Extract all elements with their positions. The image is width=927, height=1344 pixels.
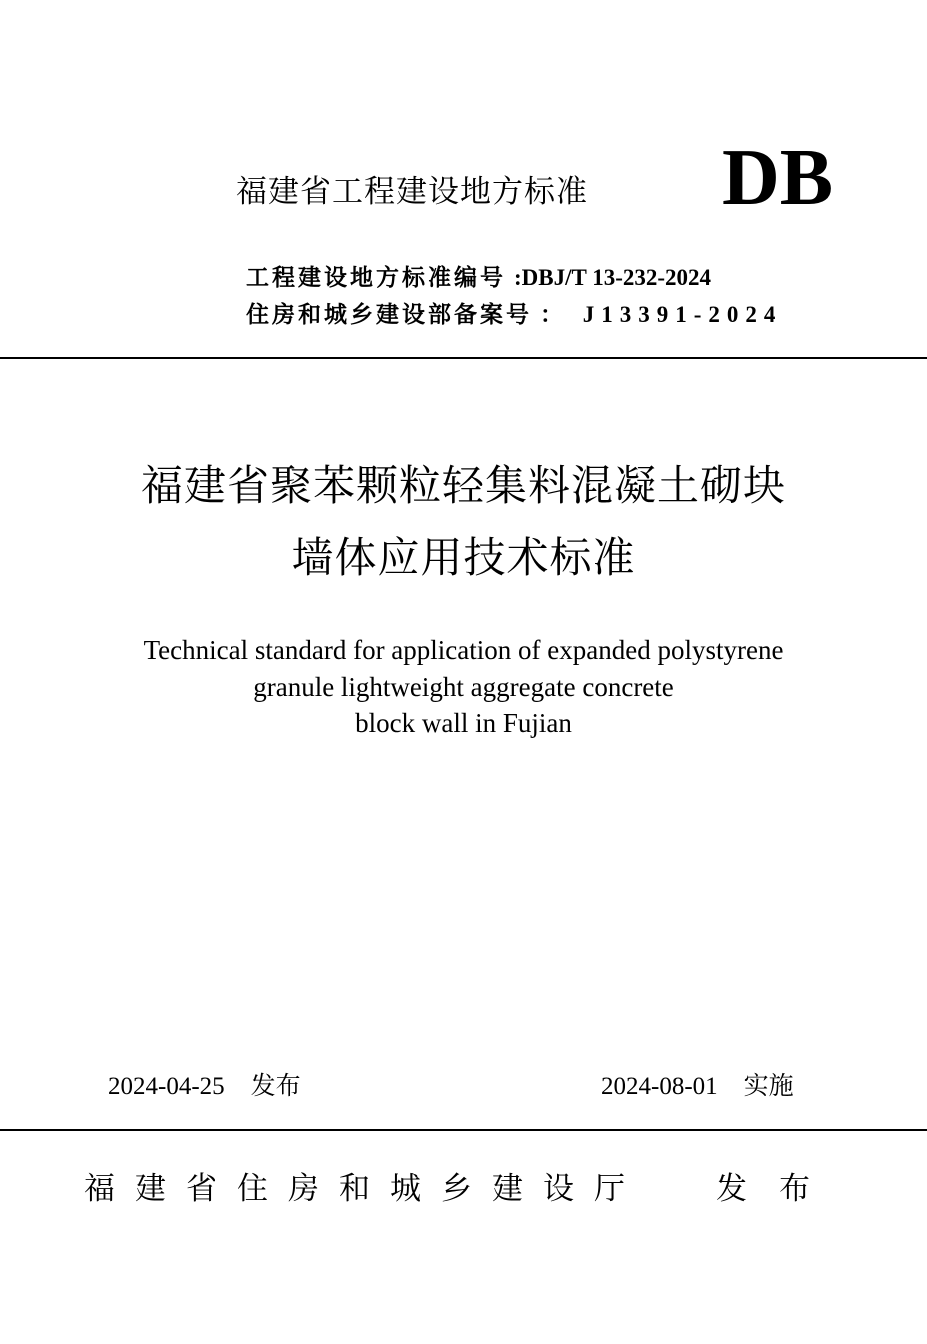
issue-label: 发布: [250, 1071, 301, 1100]
implementation-date-line: [601, 1068, 794, 1105]
title-en-line-1: Technical standard for application of expanded polystyrene: [143, 635, 784, 665]
title-cn-line-2: 墙体应用技术标准: [291, 533, 636, 582]
implementation-date: 2024-08-01: [601, 1073, 718, 1100]
title-en-line-2: granule lightweight aggregate concrete: [253, 672, 674, 702]
record-number-row: [246, 299, 782, 331]
standard-type-label: 福建省工程建设地方标准: [236, 174, 588, 210]
title-cn-line-1: 福建省聚苯颗粒轻集料混凝土砌块: [140, 461, 786, 510]
issue-word: 发布: [716, 1171, 842, 1207]
local-standard-code-label: 工程建设地方标准编号: [246, 264, 506, 291]
implementation-label: 实施: [743, 1071, 794, 1100]
issue-date-line: [108, 1068, 301, 1105]
record-number-value: ： J13391-2024: [540, 302, 783, 327]
db-mark: DB: [722, 134, 834, 222]
top-divider: [0, 357, 927, 359]
record-number-label: 住房和城乡建设部备案号: [246, 301, 532, 328]
bottom-divider: [0, 1129, 927, 1131]
issuing-authority: 福建省住房和城乡建设厅: [84, 1171, 645, 1207]
local-standard-code-row: [246, 262, 711, 294]
title-en-line-3: block wall in Fujian: [355, 708, 572, 738]
local-standard-code-value: :DBJ/T 13-232-2024: [514, 265, 712, 290]
issue-date: 2024-04-25: [108, 1073, 225, 1100]
